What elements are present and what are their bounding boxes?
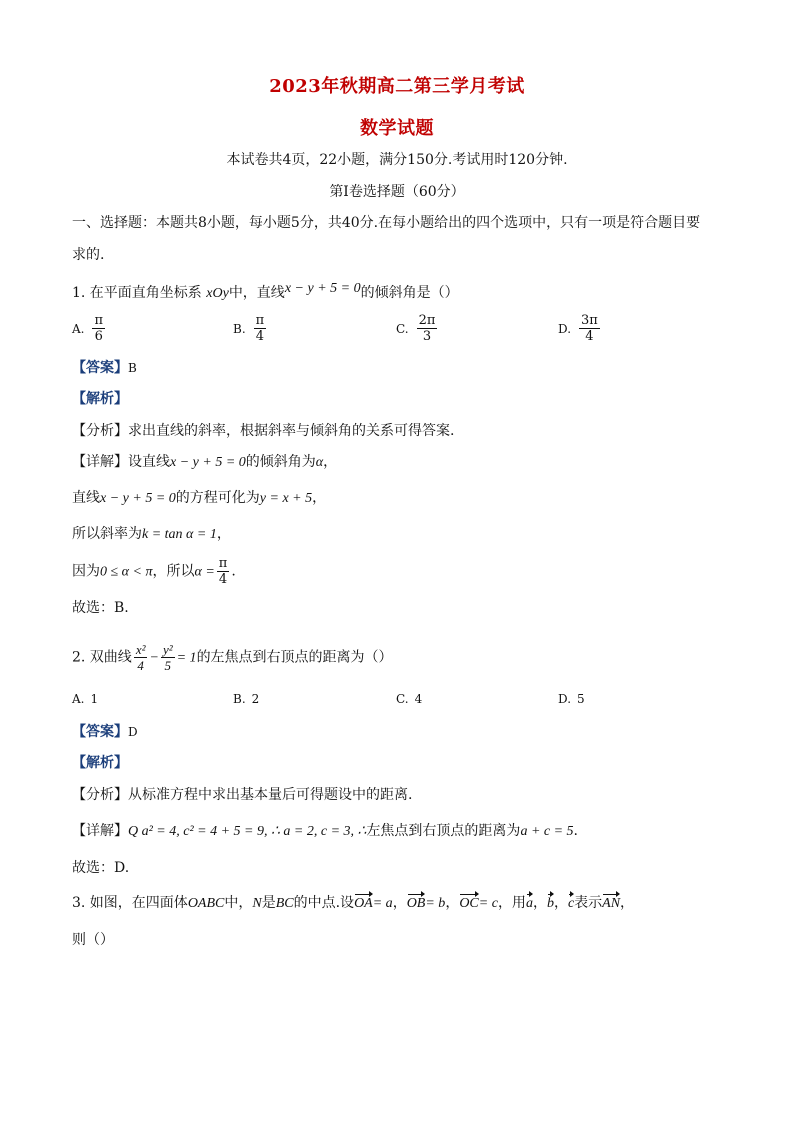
math-expr: α bbox=[315, 455, 324, 470]
q2-answer bbox=[72, 722, 722, 742]
text: 左焦点到右顶点的距离为 bbox=[366, 823, 521, 839]
option-label: C. bbox=[396, 692, 409, 706]
math-expr: a + c = 5 bbox=[520, 824, 574, 839]
q1-option-a[interactable] bbox=[72, 313, 107, 344]
vector-oa: OA bbox=[354, 894, 373, 914]
q1-detail-line2 bbox=[72, 488, 722, 509]
q2-option-d[interactable] bbox=[558, 691, 585, 707]
math-expr: x − y + 5 = 0 bbox=[100, 491, 176, 506]
q1-stem-text-2: 中，直线 bbox=[228, 285, 285, 301]
text: 3. 如图，在四面体 bbox=[72, 895, 188, 911]
text: 的左焦点到右顶点的距离为（） bbox=[196, 649, 393, 666]
q2-analysis-heading bbox=[72, 753, 722, 773]
q3-stem bbox=[72, 893, 722, 914]
q1-option-c[interactable] bbox=[396, 313, 439, 344]
q2-stem bbox=[72, 642, 722, 674]
vector-a: a bbox=[526, 894, 533, 914]
math-expr: = b bbox=[425, 896, 446, 911]
fenxi-text: 求出直线的斜率，根据斜率与倾斜角的关系可得答案. bbox=[128, 423, 455, 439]
q1-stem-text-3: 的倾斜角是（） bbox=[360, 285, 459, 301]
q1-detail-line1 bbox=[72, 452, 722, 473]
subject-title: 数学试题 bbox=[360, 118, 434, 139]
option-label: D. bbox=[558, 692, 572, 706]
text: ， bbox=[392, 895, 407, 911]
analysis-tag: 【解析】 bbox=[72, 755, 128, 771]
vector-an: AN bbox=[602, 894, 620, 914]
text: ， bbox=[216, 526, 231, 542]
text: 的方程可化为 bbox=[175, 490, 260, 506]
analysis-tag: 【解析】 bbox=[72, 391, 128, 407]
text: 因为 bbox=[72, 563, 100, 580]
exam-intro: 本试卷共4页，22小题，满分150分.考试用时120分钟. bbox=[226, 152, 568, 168]
math-expr: BC bbox=[275, 896, 294, 911]
math-expr: 0 ≤ α < π bbox=[100, 564, 153, 580]
math-expr: − bbox=[149, 650, 159, 666]
math-fraction: $\frac{\pi}{4}$ bbox=[218, 556, 228, 587]
option-label: B. bbox=[233, 321, 246, 336]
text: . bbox=[573, 823, 578, 839]
q1-choose: 故选：B. bbox=[72, 600, 129, 616]
option-fraction: $\frac{3\pi}{4}$ bbox=[581, 313, 598, 344]
fenxi-tag: 【分析】 bbox=[72, 423, 128, 439]
text: ， bbox=[445, 895, 460, 911]
option-text: 1 bbox=[90, 692, 99, 706]
q2-option-c[interactable] bbox=[396, 691, 422, 707]
math-fraction: $\frac{\text{y²}}{5}$ bbox=[162, 642, 173, 673]
q1-stem-text: 1. 在平面直角坐标系 bbox=[72, 285, 207, 301]
text: ， bbox=[532, 895, 547, 911]
math-expr: OABC bbox=[187, 896, 225, 911]
section-heading-line1: 一、选择题：本题共8小题，每小题5分，共40分.在每小题给出的四个选项中，只有一项是符合题目要 bbox=[72, 215, 701, 231]
text: 中， bbox=[224, 895, 253, 911]
text: 2. 双曲线 bbox=[72, 649, 132, 666]
option-text: 5 bbox=[577, 692, 585, 706]
math-fraction: $\frac{\text{x²}}{4}$ bbox=[135, 642, 146, 673]
q1-stem bbox=[72, 283, 722, 304]
q1-answer bbox=[72, 358, 722, 378]
vector-b: b bbox=[547, 894, 554, 914]
q1-option-b[interactable] bbox=[233, 313, 268, 344]
answer-tag: 【答案】 bbox=[72, 724, 128, 740]
text: 表示 bbox=[574, 895, 603, 911]
q2-detail bbox=[72, 821, 722, 842]
option-fraction: $\frac{\pi}{4}$ bbox=[255, 313, 265, 344]
q3-stem-line2: 则（） bbox=[72, 932, 114, 948]
text: 的中点.设 bbox=[293, 895, 355, 911]
math-expr: x − y + 5 = 0 bbox=[170, 455, 246, 470]
math-expr: α = bbox=[194, 564, 215, 580]
option-text: 4 bbox=[414, 692, 423, 706]
answer-value: B bbox=[128, 361, 137, 375]
option-label: A. bbox=[72, 321, 85, 336]
text: 直线 bbox=[72, 490, 100, 506]
q2-fenxi bbox=[72, 785, 722, 805]
q2-option-a[interactable] bbox=[72, 691, 98, 707]
detail-tag: 【详解】 bbox=[72, 454, 128, 470]
math-expr: = 1 bbox=[176, 650, 197, 666]
math-expr: y = x + 5 bbox=[259, 491, 313, 506]
math-expr: Q a² = 4, c² = 4 + 5 = 9, ∴ a = 2, c = 3, ∴ bbox=[128, 824, 367, 839]
answer-value: D bbox=[128, 725, 138, 739]
q1-detail-line3 bbox=[72, 524, 722, 545]
text: 的倾斜角为 bbox=[245, 454, 316, 470]
q1-fenxi bbox=[72, 421, 722, 441]
fenxi-text: 从标准方程中求出基本量后可得题设中的距离. bbox=[128, 787, 413, 803]
q1-analysis-heading bbox=[72, 389, 722, 409]
section-heading-line2: 求的. bbox=[72, 247, 105, 263]
math-expr: = c bbox=[478, 896, 498, 911]
text: ， bbox=[620, 895, 635, 911]
text: ，用 bbox=[497, 895, 526, 911]
option-fraction: $\frac{\pi}{6}$ bbox=[94, 313, 104, 344]
q1-coord-system: xOy bbox=[206, 286, 229, 301]
option-fraction: $\frac{2\pi}{3}$ bbox=[418, 313, 436, 344]
math-expr: = a bbox=[372, 896, 393, 911]
option-label: C. bbox=[396, 321, 409, 336]
vector-c: c bbox=[568, 894, 574, 914]
answer-tag: 【答案】 bbox=[72, 360, 128, 376]
text: ， bbox=[312, 490, 327, 506]
vector-ob: OB bbox=[407, 894, 426, 914]
part-title: 第Ⅰ卷选择题（60分） bbox=[329, 184, 465, 200]
q1-line-equation: x − y + 5 = 0 bbox=[284, 281, 361, 296]
text: ， bbox=[553, 895, 568, 911]
option-label: D. bbox=[558, 321, 572, 336]
fenxi-tag: 【分析】 bbox=[72, 787, 128, 803]
exam-title: 2023年秋期高二第三学月考试 bbox=[269, 76, 525, 97]
text: 设直线 bbox=[128, 454, 170, 470]
text: ， bbox=[323, 454, 338, 470]
text: 所以斜率为 bbox=[72, 526, 142, 542]
math-expr: k = tan α = 1 bbox=[142, 527, 217, 542]
detail-tag: 【详解】 bbox=[72, 823, 128, 839]
vector-oc: OC bbox=[459, 894, 478, 914]
text: ，所以 bbox=[152, 563, 195, 580]
text: . bbox=[231, 563, 236, 580]
option-label: A. bbox=[72, 692, 85, 706]
text: 是 bbox=[261, 895, 276, 911]
math-expr: N bbox=[252, 896, 262, 911]
q1-detail-line4 bbox=[72, 556, 722, 588]
option-text: 2 bbox=[251, 692, 260, 706]
q2-choose: 故选：D. bbox=[72, 860, 130, 876]
option-label: B. bbox=[233, 692, 246, 706]
q2-option-b[interactable] bbox=[233, 691, 259, 707]
q1-option-d[interactable] bbox=[558, 313, 602, 344]
